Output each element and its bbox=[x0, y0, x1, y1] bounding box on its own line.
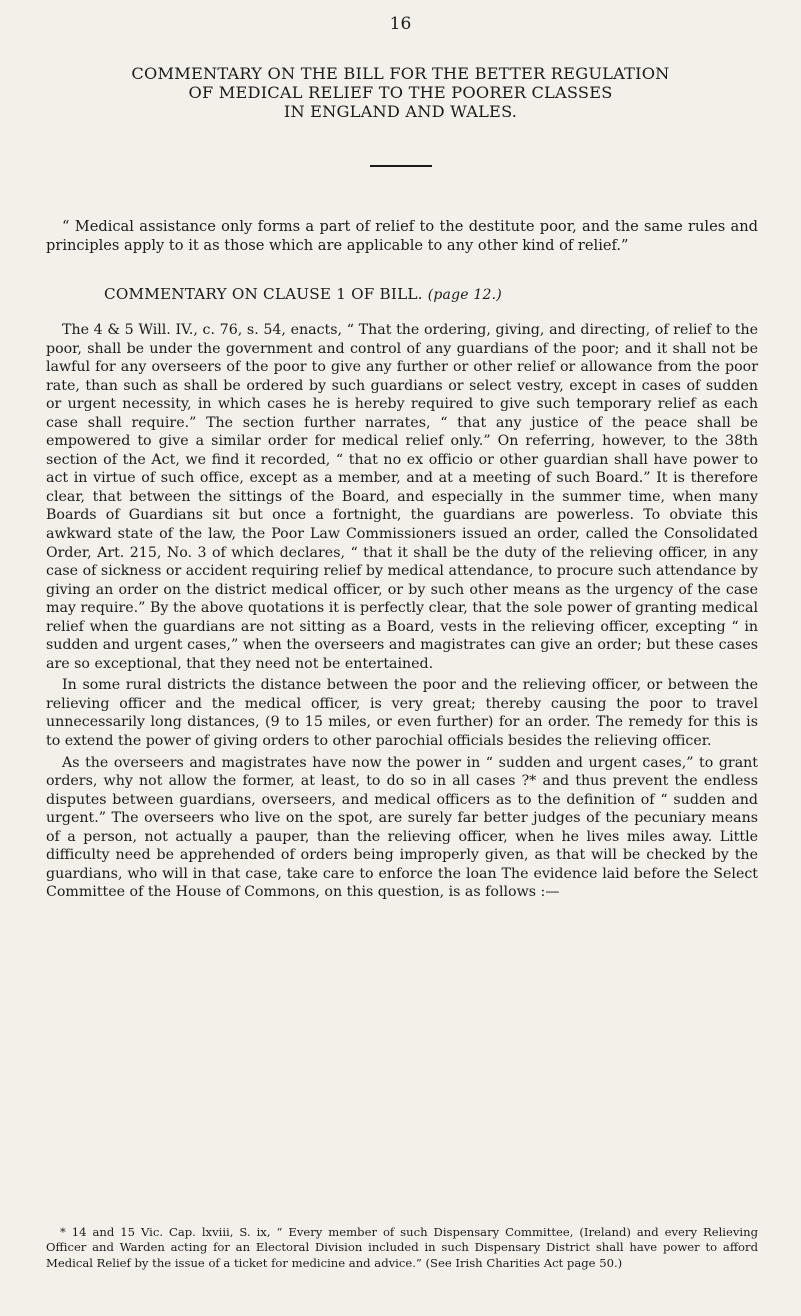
divider-rule bbox=[370, 165, 432, 167]
title-line-2: OF MEDICAL RELIEF TO THE POORER CLASSES bbox=[188, 83, 613, 102]
section-heading-text: COMMENTARY ON CLAUSE 1 OF BILL. bbox=[104, 285, 423, 303]
title-line-1: COMMENTARY ON THE BILL FOR THE BETTER REGULATION bbox=[131, 64, 670, 83]
section-page-reference: (page 12.) bbox=[427, 287, 502, 303]
epigraph-quote: “ Medical assistance only forms a part of relief to the destitute poor, and the same rules and principles apply to it as those which are applicable to any other kind of relief.” bbox=[46, 218, 758, 254]
section-heading bbox=[104, 285, 704, 303]
paragraph-2: In some rural districts the distance between the poor and the relieving officer, or between the relieving officer and the medical officer, is very great; thereby causing the poor to travel unnecessarily long distances, (9 to 15 miles, or even further) for an order. The remedy for this is to extend the power of giving orders to other parochial officials besides the relieving officer. bbox=[46, 677, 758, 750]
body-text bbox=[46, 321, 758, 902]
title-line-3: IN ENGLAND AND WALES. bbox=[283, 102, 518, 121]
paragraph-1: The 4 & 5 Will. IV., c. 76, s. 54, enacts, “ That the ordering, giving, and directing, of relief to the poor, shall be under the government and control of any guardians of the poor; and it shall not be lawful for any overseers of the poor to give any further or other relief or allowance from the poor rate, than such as shall be ordered by such guardians or select vestry, except in cases of sudden or urgent necessity, in which cases he is hereby required to give such temporary relief as each case shall require.” The section further narrates, “ that any justice of the peace shall be empowered to give a similar order for medical relief only.” On referring, however, to the 38th section of the Act, we find it recorded, “ that no ex officio or other guardian shall have power to act in virtue of such office, except as a member, and at a meeting of such Board.” It is therefore clear, that between the sittings of the Board, and especially in the summer time, when many Boards of Guardians sit but once a fortnight, the guardians are powerless. To obviate this awkward state of the law, the Poor Law Commissioners issued an order, called the Consolidated Order, Art. 215, No. 3 of which declares, “ that it shall be the duty of the relieving officer, in any case of sickness or accident requiring relief by medical attendance, to procure such attendance by giving an order on the district medical officer, or by such other means as the urgency of the case may require.” By the above quotations it is perfectly clear, that the sole power of granting medical relief when the guardians are not sitting as a Board, vests in the relieving officer, excepting “ in sudden and urgent cases,” when the overseers and magistrates can give an order; but these cases are so exceptional, that they need not be entertained. bbox=[46, 322, 758, 672]
page-title bbox=[40, 64, 761, 121]
paragraph-3: As the overseers and magistrates have now the power in “ sudden and urgent cases,” to grant orders, why not allow the former, at least, to do so in all cases ?* and thus prevent the endless disputes between guardians, overseers, and medical officers as to the definition of “ sudden and urgent.” The overseers who live on the spot, are surely far better judges of the pecuniary means of a person, not actually a pauper, than the relieving officer, when he lives miles away. Little difficulty need be apprehended of orders being improperly given, as that will be checked by the guardians, who will in that case, take care to enforce the loan The evidence laid before the Select Committee of the House of Commons, on this question, is as follows :— bbox=[46, 754, 758, 901]
page-number: 16 bbox=[389, 14, 412, 34]
footnote: * 14 and 15 Vic. Cap. lxviii, S. ix, “ Every member of such Dispensary Committee, (Ireland) and every Relieving Officer and Warden acting for an Electoral Division included in such Dispensary District shall have power to afford Medical Relief by the issue of a ticket for medicine and advice.” (See Irish Charities Act page 50.) bbox=[46, 1225, 758, 1270]
